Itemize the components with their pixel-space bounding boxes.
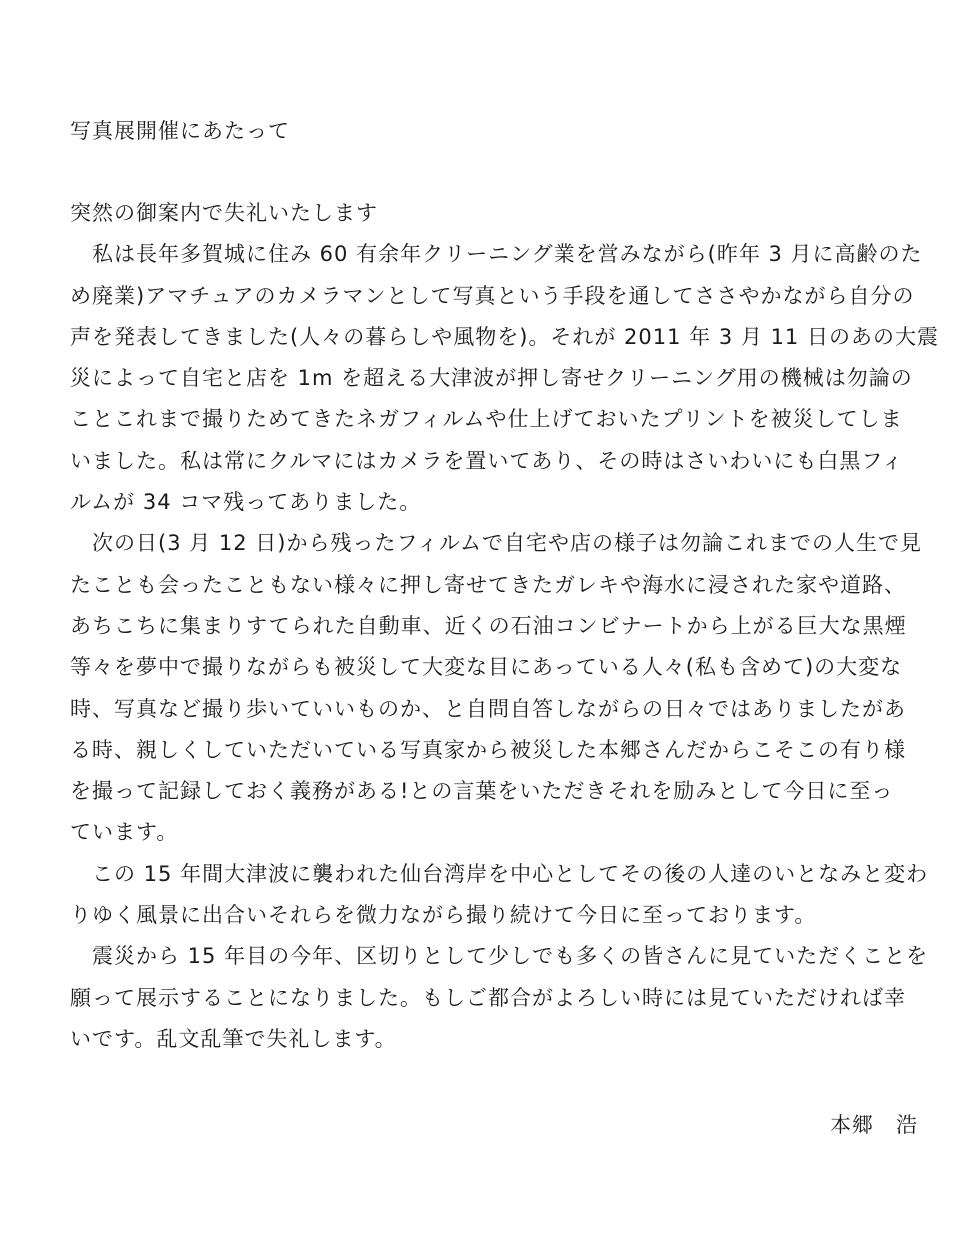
body-line: この 15 年間大津波に襲われた仙台湾岸を中心としてその後の人達のいとなみと変わ — [92, 861, 929, 886]
body-line: たことも会ったこともない様々に押し寄せてきたガレキや海水に浸された家や道路、 — [70, 572, 906, 597]
body-line: 等々を夢中で撮りながらも被災して大変な目にあっている人々(私も含めて)の大変な — [70, 655, 903, 680]
body-line: あちこちに集まりすてられた自動車、近くの石油コンビナートから上がる巨大な黒煙 — [70, 613, 907, 638]
body-line: 願って展示することになりました。もしご都合がよろしい時には見ていただければ幸 — [70, 985, 906, 1010]
body-line: ルムが 34 コマ残ってありました。 — [70, 490, 422, 515]
body-line: いました。私は常にクルマにはカメラを置いてあり、その時はさいわいにも白黒フィ — [70, 448, 904, 473]
body-line: 災によって自宅と店を 1m を超える大津波が押し寄せクリーニング用の機械は勿論の — [70, 366, 913, 391]
body-line: ています。 — [70, 820, 179, 845]
body-line: りゆく風景に出合いそれらを微力ながら撮り続けて今日に至っております。 — [70, 903, 817, 928]
body-line: る時、親しくしていただいている写真家から被災した本郷さんだからこそこの有り様 — [70, 737, 906, 762]
body-line: 震災から 15 年目の今年、区切りとして少しでも多くの皆さんに見ていただくことを — [92, 944, 929, 969]
body-line: 声を発表してきました(人々の暮らしや風物を)。それが 2011 年 3 月 11 日のあの大震 — [70, 324, 939, 349]
letter-title: 写真展開催にあたって — [70, 119, 290, 143]
body-line: 私は長年多賀城に住み 60 有余年クリーニング業を営みながら(昨年 3 月に高齢のた — [92, 242, 923, 267]
letter-body — [70, 198, 939, 1065]
body-line: 突然の御案内で失礼いたします — [70, 201, 378, 225]
body-line: ことこれまで撮りためてきたネガフィルムや仕上げておいたプリントを被災してしま — [70, 407, 903, 432]
body-line: いです。乱文乱筆で失礼します。 — [70, 1026, 397, 1051]
signature: 本郷 浩 — [830, 1113, 918, 1137]
body-line: 時、写真など撮り歩いていいものか、と自問自答しながらの日々ではありましたがあ — [70, 696, 906, 721]
body-line: 次の日(3 月 12 日)から残ったフィルムで自宅や店の様子は勿論これまでの人生で見 — [92, 531, 922, 556]
body-line: め廃業)アマチュアのカメラマンとして写真という手段を通してささやかながら自分の — [70, 283, 915, 308]
body-line: を撮って記録しておく義務がある!との言葉をいただきそれを励みとして今日に至っ — [70, 779, 894, 804]
